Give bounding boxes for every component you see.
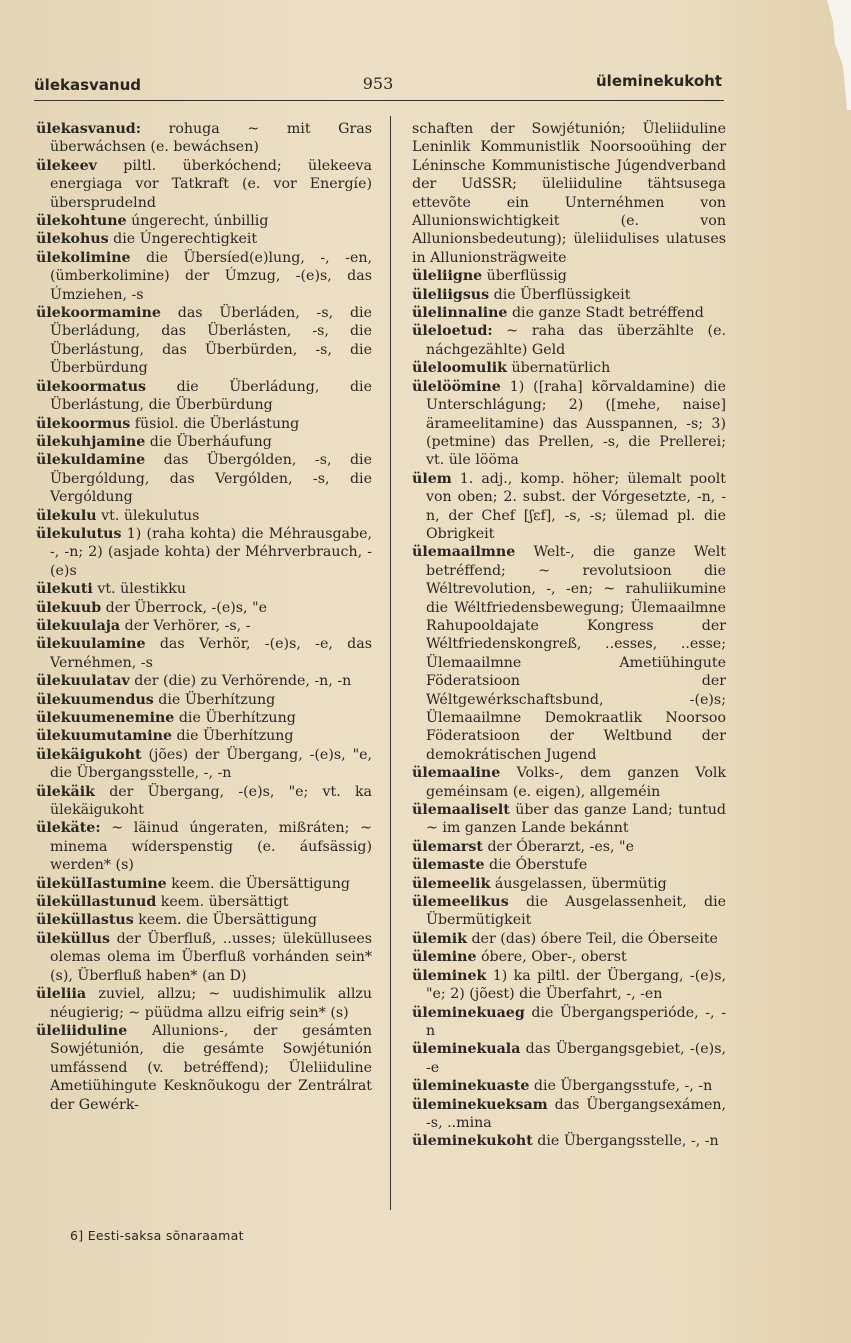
entry-definition: füsiol. die Überlástung [130,415,300,432]
entry-headword: ülekulu [36,507,97,524]
entry-definition: der Verhörer, -s, - [120,617,251,634]
entry-headword: ülekoormamine [36,305,161,322]
dictionary-entry [36,378,372,415]
entry-definition: über das ganze Land; tuntud ~ im ganzen Lande bekánnt [426,802,726,837]
dictionary-entry [36,893,372,911]
entry-headword: ülekohtune [36,213,127,230]
entry-headword: ülem [412,470,452,487]
header-right-guideword: üleminekukoht [596,72,722,90]
entry-definition: der Óberarzt, -es, "e [482,838,634,855]
entry-definition: áusgelassen, übermütig [490,875,667,892]
entry-headword: ülemeelik [412,875,491,892]
entry-definition: úngerecht, únbillig [126,213,269,230]
dictionary-entry [36,1022,372,1114]
entry-headword: üleminek [412,967,487,984]
entry-definition: 1) ([raha] kõrvaldamine) die Unterschlágung; 2) ([mehe, naise] ärameelitamine) das Ausspannen, -s; 3) (petmine) das Prellen, -s, die Prellerei; vt. üle lööma [426,378,726,469]
entry-definition: die Übergangsstufe, -, -n [529,1078,713,1095]
dictionary-entry [36,451,372,506]
entry-headword: ülelöömine [412,378,501,395]
entry-definition: die Óberstufe [484,857,588,874]
dictionary-entry [36,709,372,727]
entry-definition: óbere, Ober-, oberst [476,949,627,966]
dictionary-entry [36,930,372,985]
dictionary-entry [36,783,372,820]
entry-headword: üleküllus [36,930,110,947]
entry-headword: üleloomulik [412,360,507,377]
dictionary-entry [36,727,372,745]
dictionary-entry [412,1077,726,1095]
entry-headword: ülekuumutamine [36,728,173,745]
entry-definition: die Überhítzung [174,710,296,726]
entry-headword: ülekäte: [36,820,101,837]
entry-headword: ülekuldamine [36,452,146,469]
entry-headword: üleminekuala [412,1041,521,1058]
entry-definition: zuviel, allzu; ~ uudishimulik allzu néugierig; ~ püüdma allzu eifrig sein* (s) [50,986,372,1021]
column-divider [390,116,391,1210]
entry-definition: der (das) óbere Teil, die Óberseite [466,930,718,947]
dictionary-entry [36,819,372,874]
entry-definition: das Überláden, -s, die Überládung, das Überlásten, -s, die Überlástung, das Überbürden, -s, die Überbürdung [50,305,372,377]
entry-headword: üleminekukoht [412,1133,533,1150]
entry-headword: ülekasvanud: [36,121,141,137]
dictionary-entry [36,157,372,212]
entry-definition: die Übergangsstelle, -, -n [532,1133,719,1150]
entry-headword: ülekolimine [36,249,131,266]
entry-definition: die Überhítzung [153,691,276,708]
entry-definition: keem. die Übersättigung [166,875,350,892]
dictionary-entry [412,930,726,948]
dictionary-entry [412,838,726,856]
dictionary-entry [36,599,372,617]
entry-definition: der Übergang, -(e)s, "e; vt. ka ülekäigukoht [50,783,372,819]
dictionary-entry [36,985,372,1022]
dictionary-entry [36,304,372,378]
entry-headword: ülekuumendus [36,691,154,708]
entry-definition: die Úngerechtigkeit [108,231,258,248]
entry-headword: ülekulutus [36,525,122,542]
entry-headword: ülekülIastumine [36,875,167,892]
page-number: 953 [362,74,394,93]
entry-definition: die Überládung, die Überlástung, die Überbürdung [50,378,372,414]
entry-definition: Volks-, dem ganzen Volk geméinsam (e. eigen), allgeméin [426,765,726,800]
dictionary-entry [412,304,726,322]
entry-definition: die Überflüssigkeit [489,286,631,303]
entry-headword: üleküllastus [36,912,134,929]
dictionary-entry [412,856,726,874]
dictionary-entry [36,746,372,783]
entry-definition: keem. die Übersättigung [133,912,317,929]
dictionary-entry [36,875,372,893]
entry-headword: ülekäik [36,783,95,800]
entry-headword: üleloetud: [412,323,493,340]
entry-definition: schaften der Sowjétunión; Üleliiduline Leninlik Kommunistlik Noorsooühing der Léninsche Kommunistische Júgendverband der UdSSR; üleliiduline tähtsusega ettevõte ein Unternéhmen von Allunionswichtigkeit (e. von Allunionsbedeutung); üleliidulises ulatuses in Allunionsträgweite [412,121,726,266]
entry-headword: ülekuti [36,581,93,598]
header-left-guideword: ülekasvanud [34,76,142,94]
dictionary-entry [36,120,372,157]
entry-headword: üleküllastunud [36,894,157,911]
entry-definition: 1) (raha kohta) die Méhrausgabe, -, -n; 2) (asjade kohta) der Méhrverbrauch, -(e)s [50,525,372,579]
entry-definition: überflüssig [482,268,567,285]
entry-definition: piltl. überkóchend; ülekeeva energiaga vor Tatkraft (e. vor Energíe) übersprudelnd [50,157,372,211]
entry-headword: üleliiduline [36,1022,128,1039]
entry-headword: ülelinnaline [412,305,508,322]
entry-headword: üleminekuaeg [412,1004,525,1021]
entry-definition: der (die) zu Verhörende, -n, -n [129,673,352,690]
entry-definition: die Überháufung [145,433,272,450]
entry-definition: übernatürlich [506,360,611,377]
entry-headword: ülekuulaja [36,617,121,634]
entry-headword: üleliigne [412,268,483,285]
entry-definition: die Überhítzung [172,728,294,745]
entry-headword: ülekuulatav [36,673,130,690]
entry-definition: 1) ka piltl. der Übergang, -(e)s, "e; 2) (jõest) die Überfahrt, -, -en [426,967,726,1003]
page-header [34,72,722,98]
entry-headword: ülemaailmne [412,544,516,561]
dictionary-entry [36,230,372,248]
dictionary-entry [412,875,726,893]
entry-definition: die Übergangsperióde, -, -n [426,1004,726,1039]
entry-headword: ülemine [412,949,477,966]
entry-definition: rohuga ~ mit Gras überwáchsen (e. bewáchsen) [50,121,372,156]
entry-headword: ülemaaliselt [412,802,510,819]
dictionary-entry [412,1040,726,1077]
dictionary-entry [412,1096,726,1133]
dictionary-entry [412,120,726,267]
entry-headword: üleliigsus [412,286,490,303]
entry-definition: ~ läinud úngeraten, mißráten; ~ minema wíderspenstig (e. áufsässig) werden* (s) [50,820,372,874]
entry-definition: die ganze Stadt betréffend [507,305,704,322]
left-column [36,120,372,1114]
torn-corner [811,0,851,110]
entry-headword: ülekuulamine [36,636,146,653]
entry-definition: das Übergangsexámen, -s, ..mina [426,1096,726,1131]
dictionary-entry [36,580,372,598]
entry-definition: der Überfluß, ..usses; üleküllusees olemas olema im Überfluß vorhánden sein* (s), Überfluß haben* (an D) [50,930,372,984]
entry-headword: üleliia [36,986,87,1003]
entry-definition: keem. übersättigt [156,894,289,911]
page-footer: 6] Eesti-saksa sõnaraamat [70,1228,244,1243]
dictionary-entry [36,415,372,433]
entry-headword: ülekäigukoht [36,746,142,763]
header-rule [34,100,724,101]
entry-headword: ülemik [412,930,467,947]
dictionary-entry [36,635,372,672]
entry-definition: ~ raha das überzählte (e. náchgezählte) Geld [426,323,726,358]
dictionary-entry [36,249,372,304]
entry-definition: das Verhör, -(e)s, -e, das Vernéhmen, -s [50,636,372,671]
dictionary-entry [412,948,726,966]
entry-headword: ülekuumenemine [36,710,175,726]
entry-definition: das Übergangsgebiet, -(e)s, -e [426,1041,726,1076]
entry-definition: der Überrock, -(e)s, "e [101,599,267,616]
entry-headword: ülekuub [36,599,102,616]
right-column [412,120,726,1151]
dictionary-entry [36,433,372,451]
dictionary-entry [412,967,726,1004]
dictionary-entry [412,543,726,764]
entry-headword: ülemaste [412,857,485,874]
dictionary-entry [36,617,372,635]
entry-headword: ülekuhjamine [36,433,146,450]
dictionary-entry [412,801,726,838]
dictionary-entry [412,1132,726,1150]
dictionary-entry [36,672,372,690]
dictionary-entry [36,507,372,525]
entry-definition: vt. ülestikku [92,581,186,598]
entry-headword: üleminekuaste [412,1078,530,1095]
entry-definition: die Ausgelassenheit, die Übermütigkeit [426,894,726,929]
entry-definition: die Übersíed(e)lung, -, -en, (ümberkolimine) der Úmzug, -(e)s, das Úmziehen, -s [50,249,372,303]
entry-headword: ülemaaline [412,765,501,782]
entry-headword: üleminekueksam [412,1096,548,1113]
dictionary-entry [412,359,726,377]
dictionary-entry [412,893,726,930]
entry-definition: 1. adj., komp. höher; ülemalt poolt von oben; 2. subst. der Vórgesetzte, -n, -n, der Chef [ʃεf], -s, -s; ülemad pl. die Obrigkeit [426,470,726,542]
dictionary-entry [36,212,372,230]
entry-headword: ülemeelikus [412,894,509,911]
dictionary-entry [36,691,372,709]
entry-definition: Welt-, die ganze Welt betréffend; ~ revolutsioon die Wéltrevolution, -, -en; ~ rahuliikumine die Wéltfriedensbewegung; Ülemaailmne Rahupooldajate Kongress der Wéltfriedenskongreß, ..esses, ..esse; Ülemaailmne Ametiühingute Föderatsioon der Wéltgewérkschaftsbund, -(e)s; Ülemaailmne Demokraatlik Noorsoo Föderatsioon der Weltbund der demokrátischen Jugend [426,544,726,763]
entry-definition: vt. ülekulutus [96,507,200,524]
entry-headword: ülekoormus [36,415,131,432]
entry-definition: Allunions-, der gesámten Sowjétunión, die gesámte Sowjétunión umfássend (v. betréffend); Üleliiduline Ametiühingute Kesknõukogu der Zentrálrat der Gewérk- [50,1022,372,1113]
dictionary-entry [412,267,726,285]
entry-definition: das Übergólden, -s, die Übergóldung, das Vergólden, -s, die Vergóldung [50,452,372,506]
dictionary-entry [412,322,726,359]
dictionary-entry [36,911,372,929]
entry-headword: ülekohus [36,231,109,248]
entry-definition: (jões) der Übergang, -(e)s, "e, die Übergangsstelle, -, -n [50,746,372,782]
entry-headword: ülemarst [412,838,483,855]
entry-headword: ülekoormatus [36,378,147,395]
dictionary-entry [36,525,372,580]
dictionary-entry [412,1004,726,1041]
dictionary-entry [412,378,726,470]
dictionary-entry [412,286,726,304]
dictionary-entry [412,764,726,801]
dictionary-entry [412,470,726,544]
entry-headword: ülekeev [36,157,97,174]
